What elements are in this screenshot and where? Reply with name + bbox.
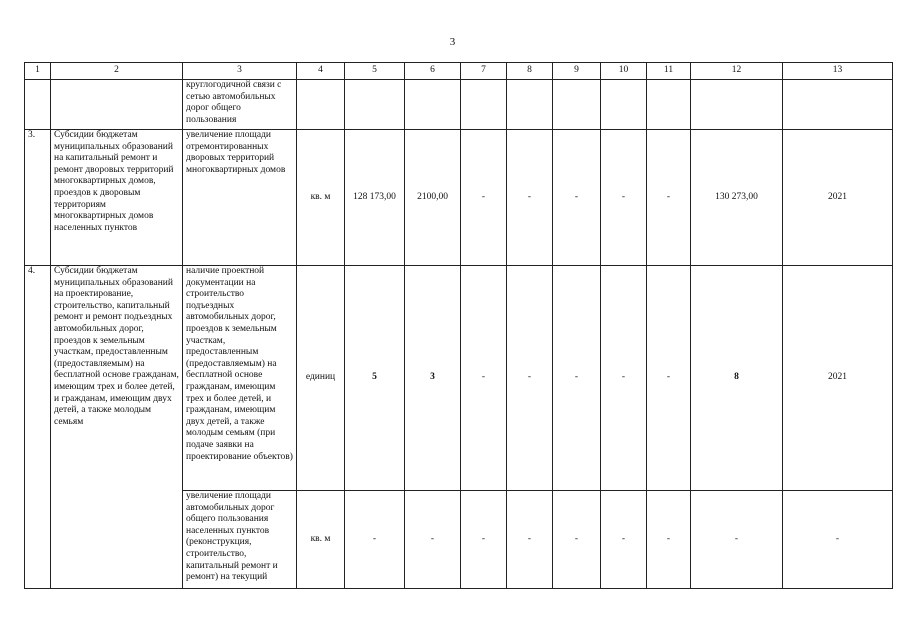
cell-value: - [601,491,647,589]
cell-value: - [507,491,553,589]
header-cell: 8 [507,63,553,80]
cell-value: - [601,130,647,266]
cell-indicator: наличие проектной документации на строительство подъездных автомобильных дорог, проездов к земельным участкам, предоставленным (предоставляемым) на бесплатной основе гражданам, имеющим трех и более детей, и гражданам, имеющим двух детей, а также молодым семьям (при подаче заявки на проектирование объектов) [183,266,297,491]
cell-value: 2100,00 [405,130,461,266]
cell-value: - [553,266,601,491]
header-cell: 12 [691,63,783,80]
header-cell: 3 [183,63,297,80]
cell-value: - [461,130,507,266]
cell-value: 5 [345,266,405,491]
header-cell: 4 [297,63,345,80]
cell-measure-name [51,80,183,130]
header-row [25,63,893,80]
cell-indicator: круглогодичной связи с сетью автомобильных дорог общего пользования [183,80,297,130]
cell-measure-name: Субсидии бюджетам муниципальных образований на капитальный ремонт и ремонт дворовых территорий многоквартирных домов, проездов к дворовым территориям многоквартирных домов населенных пунктов [51,130,183,266]
cell-value: - [461,491,507,589]
cell-value: - [647,266,691,491]
cell-total: 8 [691,266,783,491]
table-row-3 [25,130,893,266]
cell-value: - [553,130,601,266]
table-row-continuation [25,80,893,130]
header-cell: 6 [405,63,461,80]
cell-total: 130 273,00 [691,130,783,266]
cell-unit: кв. м [297,130,345,266]
cell-measure-name: Субсидии бюджетам муниципальных образований на проектирование, строительство, капитальный ремонт и ремонт подъездных автомобильных дорог, проездов к земельным участкам, предоставленным (предоставляемым) на бесплатной основе гражданам, имеющим трех и более детей, и гражданам, имеющим двух детей, а также молодым семьям [51,266,183,589]
cell-year: - [783,491,893,589]
cell-year: 2021 [783,130,893,266]
header-cell: 1 [25,63,51,80]
header-cell: 2 [51,63,183,80]
header-cell: 7 [461,63,507,80]
header-cell: 5 [345,63,405,80]
cell-number: 3. [25,130,51,266]
cell-value: - [647,491,691,589]
indicators-table [24,62,893,589]
cell-value: - [507,130,553,266]
header-cell: 9 [553,63,601,80]
cell-value: 3 [405,266,461,491]
page-number: 3 [449,36,456,48]
table-row-4a [25,266,893,491]
cell-value: - [345,491,405,589]
cell-year: 2021 [783,266,893,491]
header-cell: 13 [783,63,893,80]
cell-total: - [691,491,783,589]
cell-indicator: увеличение площади отремонтированных дворовых территорий многоквартирных домов [183,130,297,266]
cell-number [25,80,51,130]
header-cell: 10 [601,63,647,80]
cell-value: - [507,266,553,491]
cell-value: - [405,491,461,589]
cell-value: - [647,130,691,266]
cell-value: - [461,266,507,491]
cell-unit: единиц [297,266,345,491]
cell-number: 4. [25,266,51,589]
cell-value: 128 173,00 [345,130,405,266]
cell-value: - [601,266,647,491]
cell-indicator: увеличение площади автомобильных дорог общего пользования населенных пунктов (реконструкция, строительство, капитальный ремонт и ремонт) на текущий [183,491,297,589]
header-cell: 11 [647,63,691,80]
cell-value: - [553,491,601,589]
cell-unit: кв. м [297,491,345,589]
